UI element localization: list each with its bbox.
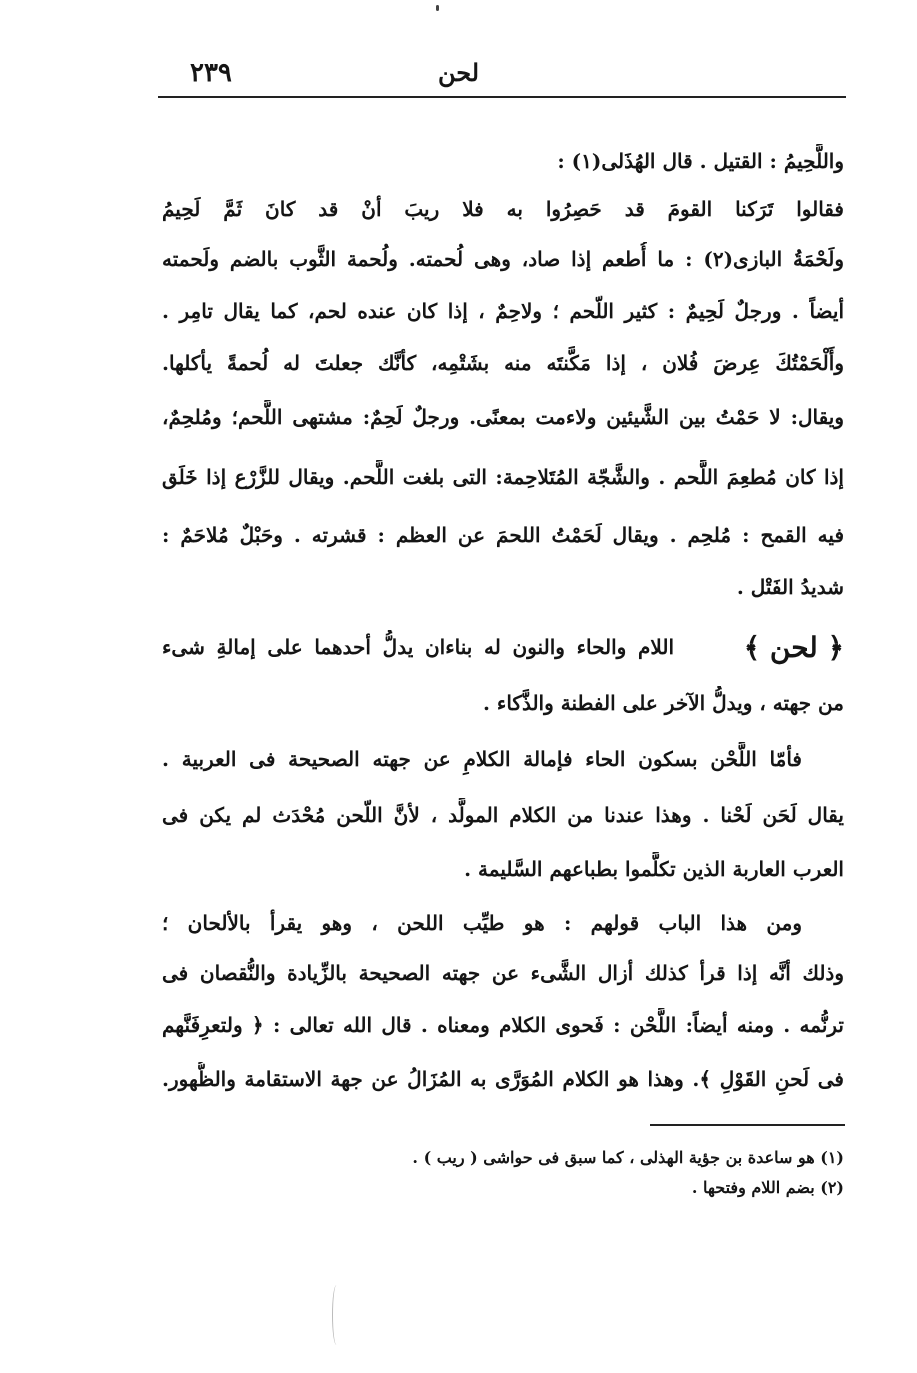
body-line-8: فيه القمح : مُلحِم . ويقال لَحَمْتُ اللحمَ عن العظم : قشرته . وحَبْلٌ مُلاحَمٌ : (162, 523, 844, 547)
body-line-6: ويقال: لا حَمْتُ بين الشَّيئين ولاءمت بمعنًى. ورجلٌ لَحِمٌ: مشتهى اللَّحم؛ ومُلحِمٌ، (162, 405, 844, 429)
para2-line-2: يقال لَحَن لَحْنا . وهذا عندنا من الكلام المولَّد ، لأنَّ اللّحن مُحْدَث لم يكن فى (162, 803, 844, 827)
para3-line-1: ومن هذا الباب قولهم : هو طيِّب اللحن ، وهو يقرأ بالألحان ؛ (162, 911, 802, 935)
footnote-rule (650, 1124, 845, 1126)
entry-line-1: اللام والحاء والنون له بناءان يدلُّ أحدهما على إمالةِ شىء (162, 635, 674, 659)
para3-line-4: فى لَحنِ القَوْلِ ﴾. وهذا هو الكلام المُوَرَّى به المُزَالُ عن جهة الاستقامة والظُّهور. (162, 1067, 844, 1091)
para3-line-3: ترنُّمه . ومنه أيضاً: اللَّحْن : فَحوى الكلام ومعناه . قال الله تعالى : ﴿ ولتعرِفَنَّهم (162, 1013, 844, 1037)
body-line-1: واللَّحِيمُ : القتيل . قال الهُذَلى(١) : (557, 149, 844, 173)
body-line-5: وأَلْحَمْتُكَ عِرضَ فُلان ، إذا مَكَّنتَه منه بشَتْمِه، كأنَّك جعلتَ له لُحمةً يأكلها. (162, 351, 844, 375)
entry-heading: ﴿ لحن ﴾ (743, 631, 844, 664)
header-rule (158, 96, 846, 98)
entry-line-2: من جهته ، ويدلُّ الآخر على الفطنة والذَّكاء . (483, 691, 844, 715)
footnote-2: (٢) بضم اللام وفتحها . (691, 1178, 844, 1197)
body-line-4: أيضاً . ورجلٌ لَحِيمٌ : كثير اللّحم ؛ ولاحِمٌ ، إذا كان عنده لحم، كما يقال تامِر . (162, 299, 844, 323)
body-line-9: شديدُ الفَتْل . (736, 575, 844, 599)
para3-line-2: وذلك أنَّه إذا قرأ كذلك أزال الشَّىء عن جهته الصحيحة بالزِّيادة والنُّقصان فى (162, 961, 844, 985)
body-line-3: ولَحْمَةُ البازى(٢) : ما أُطعم إذا صاد، وهى لُحمته. ولُحمة الثَّوب بالضم ولَحمته (162, 247, 844, 271)
running-title: لحن (437, 58, 480, 87)
page-number: ٢٣٩ (190, 58, 232, 88)
footnote-1: (١) هو ساعدة بن جؤية الهذلى ، كما سبق فى حواشى ( ريب ) . (412, 1148, 844, 1167)
para2-line-1: فأمّا اللَّحْن بسكون الحاء فإمالة الكلامِ عن جهته الصحيحة فى العربية . (162, 747, 802, 771)
para2-line-3: العرب العاربة الذين تكلَّموا بطباعهم السَّليمة . (464, 857, 844, 881)
body-line-7: إذا كان مُطعِمَ اللَّحم . والشَّجّة المُتَلاحِمة: التى بلغت اللَّحم. ويقال للزَّرْع إذا خَلَق (162, 465, 844, 489)
ink-mark (436, 5, 439, 11)
poem-verse: فقالوا تَرَكنا القومَ قد حَصِرُوا به فلا ريبَ أنْ قد كانَ ثَمَّ لَحِيمُ (162, 197, 844, 221)
paper-scratch (332, 1285, 341, 1345)
